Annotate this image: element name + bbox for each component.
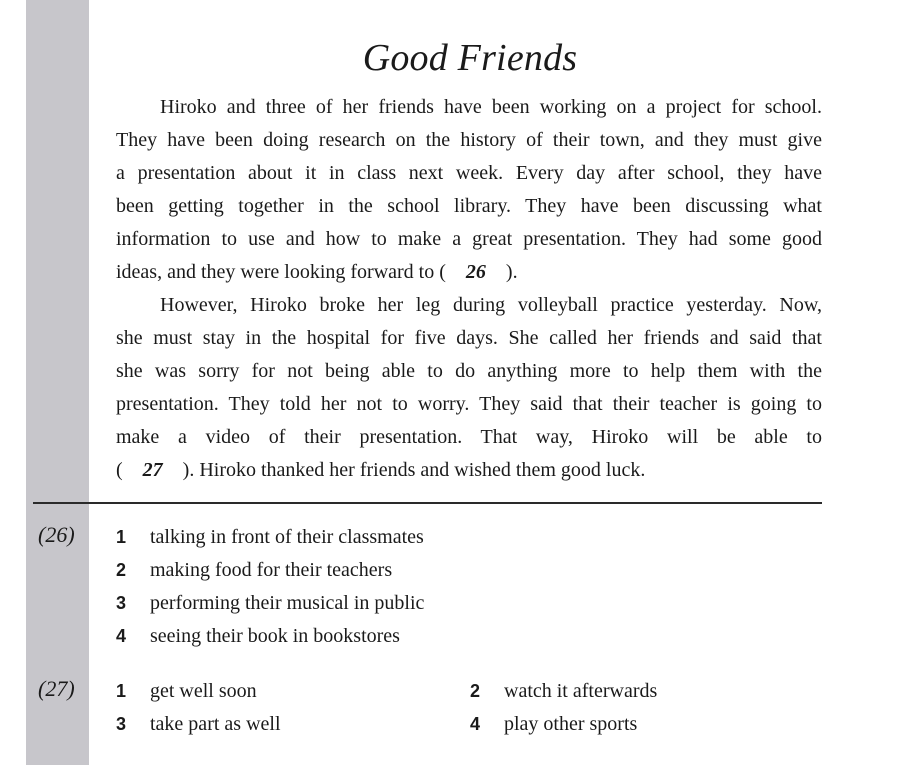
q27-option-2[interactable]	[470, 680, 657, 703]
passage-line: However, Hiroko broke her leg during volleyball practice yesterday. Now,	[160, 294, 822, 316]
q26-option-4[interactable]	[116, 625, 400, 648]
option-number: 4	[470, 714, 481, 734]
question-number-26: (26)	[38, 522, 75, 547]
passage-line: make a video of their presentation. That way, Hiroko will be able to	[116, 426, 822, 448]
passage-line: she must stay in the hospital for five days. She called her friends and said that	[116, 327, 822, 349]
option-text: get well soon	[150, 680, 257, 702]
q27-option-3[interactable]	[116, 713, 281, 736]
question-number-27: (27)	[38, 676, 75, 701]
option-number: 2	[116, 560, 127, 580]
side-margin-bar	[26, 0, 89, 765]
option-number: 3	[116, 714, 127, 734]
blank-26: 26	[465, 261, 486, 283]
line-text: ideas, and they were looking forward to (	[116, 261, 446, 283]
q26-option-3[interactable]	[116, 592, 424, 615]
passage-line	[116, 454, 822, 487]
passage-line: she was sorry for not being able to do anything more to help them with the	[116, 360, 822, 382]
line-text: ). Hiroko thanked her friends and wished them good luck.	[182, 459, 646, 481]
q26-option-1[interactable]	[116, 526, 424, 549]
passage-line: presentation. They told her not to worry. They said that their teacher is going to	[116, 393, 822, 415]
paragraph-2	[116, 289, 822, 487]
option-text: take part as well	[150, 713, 281, 735]
passage-line	[116, 256, 822, 289]
paragraph-1	[116, 91, 822, 289]
line-text: (	[116, 459, 123, 481]
option-number: 2	[470, 681, 481, 701]
option-text: seeing their book in bookstores	[150, 625, 400, 647]
option-number: 1	[116, 527, 127, 547]
passage	[116, 91, 822, 487]
option-number: 3	[116, 593, 127, 613]
line-text: ).	[505, 261, 518, 283]
q27-option-4[interactable]	[470, 713, 637, 736]
option-number: 1	[116, 681, 127, 701]
passage-line: been getting together in the school library. They have been discussing what	[116, 195, 822, 217]
divider	[33, 502, 822, 504]
q27-option-1[interactable]	[116, 680, 257, 703]
passage-title: Good Friends	[362, 37, 578, 79]
blank-27: 27	[142, 459, 163, 481]
option-text: play other sports	[504, 713, 638, 735]
passage-line: Hiroko and three of her friends have been working on a project for school.	[160, 96, 822, 118]
q26-option-2[interactable]	[116, 559, 392, 582]
passage-line: information to use and how to make a great presentation. They had some good	[116, 228, 822, 250]
passage-line: They have been doing research on the history of their town, and they must give	[116, 129, 822, 151]
option-number: 4	[116, 626, 127, 646]
passage-line: a presentation about it in class next week. Every day after school, they have	[116, 162, 822, 184]
option-text: performing their musical in public	[150, 592, 425, 614]
option-text: talking in front of their classmates	[150, 526, 424, 548]
option-text: making food for their teachers	[150, 559, 393, 581]
option-text: watch it afterwards	[504, 680, 658, 702]
